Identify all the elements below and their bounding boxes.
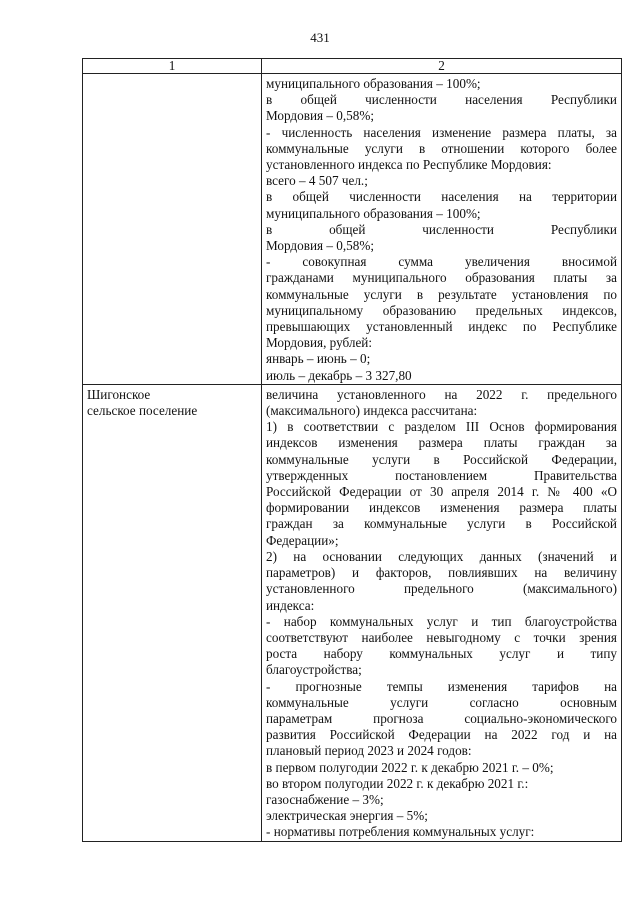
text-line: - совокупная сумма увеличения вносимой [266,254,617,270]
table-row [83,384,622,841]
text-line: граждан за коммунальные услуги в Российской [266,516,617,532]
text-line: - численность населения изменение размера платы, за [266,124,617,140]
text-line: гражданами муниципального образования платы за [266,270,617,286]
municipality-cell [83,74,262,385]
text-line: всего – 4 507 чел.; [266,173,368,189]
text-line: январь – июнь – 0; [266,351,371,367]
text-line: газоснабжение – 3%; [266,791,384,807]
text-line: соответствуют наиболее невыгодному с точки зрения [266,629,617,645]
text-line: коммунальные услуги согласно основным [266,694,617,710]
text-line: в первом полугодии 2022 г. к декабрю 2021 г. – 0%; [266,759,554,775]
table-header-row [83,59,622,74]
column-header-1: 1 [83,59,262,74]
text-line: роста набору коммунальных услуг и типу [266,646,617,662]
municipality-name-line: сельское поселение [87,403,198,419]
text-line: величина установленного на 2022 г. предельного [266,386,617,402]
text-line: муниципальному образованию предельных индексов, [266,302,617,318]
text-line: благоустройства; [266,662,362,678]
text-line: плановый период 2023 и 2024 годов: [266,743,472,759]
description-cell [262,384,622,841]
text-line: во втором полугодии 2022 г. к декабрю 2021 г.: [266,775,529,791]
text-line: июль – декабрь – 3 327,80 [266,367,412,383]
text-line: превышающих установленный индекс по Республике [266,319,617,335]
text-line: установленного индекса по Республике Мордовия: [266,157,552,173]
text-line: параметров) и факторов, повлиявших на величину [266,565,617,581]
text-line: электрическая энергия – 5%; [266,808,428,824]
text-line: утвержденных постановлением Правительства [266,467,617,483]
table-row [83,74,622,385]
text-line: развития Российской Федерации на 2022 год и на [266,727,617,743]
text-line: - набор коммунальных услуг и тип благоустройства [266,613,617,629]
text-line: в общей численности населения Республики [266,92,617,108]
text-line: муниципального образования – 100%; [266,205,481,221]
municipality-name-line: Шигонское [87,386,151,402]
text-line: коммунальные услуги в Российской Федерации, [266,451,617,467]
text-line: коммунальные услуги в отношении которого более [266,140,617,156]
text-line: установленного предельного (максимального) [266,581,617,597]
text-line: муниципального образования – 100%; [266,76,481,91]
text-line: индекса: [266,597,315,613]
column-header-2: 2 [262,59,622,74]
text-line: индексов изменения размера платы граждан за [266,435,617,451]
text-line: в общей численности населения на территории [266,189,617,205]
text-line: Мордовия, рублей: [266,335,373,351]
text-line: - прогнозные темпы изменения тарифов на [266,678,617,694]
text-line: 2) на основании следующих данных (значений и [266,548,617,564]
text-line: параметрам прогноза социально-экономического [266,710,617,726]
text-line: 1) в соответствии с разделом III Основ формирования [266,419,617,435]
page-number: 431 [310,30,330,45]
text-line: коммунальные услуги в результате установления по [266,286,617,302]
text-line: формировании индексов изменения размера платы [266,500,617,516]
text-line: в общей численности Республики [266,221,617,237]
text-line: Федерации»; [266,532,339,548]
municipality-cell [83,384,262,841]
description-cell [262,74,622,385]
text-line: (максимального) индекса рассчитана: [266,403,478,419]
text-line: - нормативы потребления коммунальных услуг: [266,824,535,840]
text-line: Мордовия – 0,58%; [266,108,374,124]
text-line: Российской Федерации от 30 апреля 2014 г. № 400 «О [266,484,617,500]
text-line: Мордовия – 0,58%; [266,238,374,254]
document-table [82,58,622,842]
